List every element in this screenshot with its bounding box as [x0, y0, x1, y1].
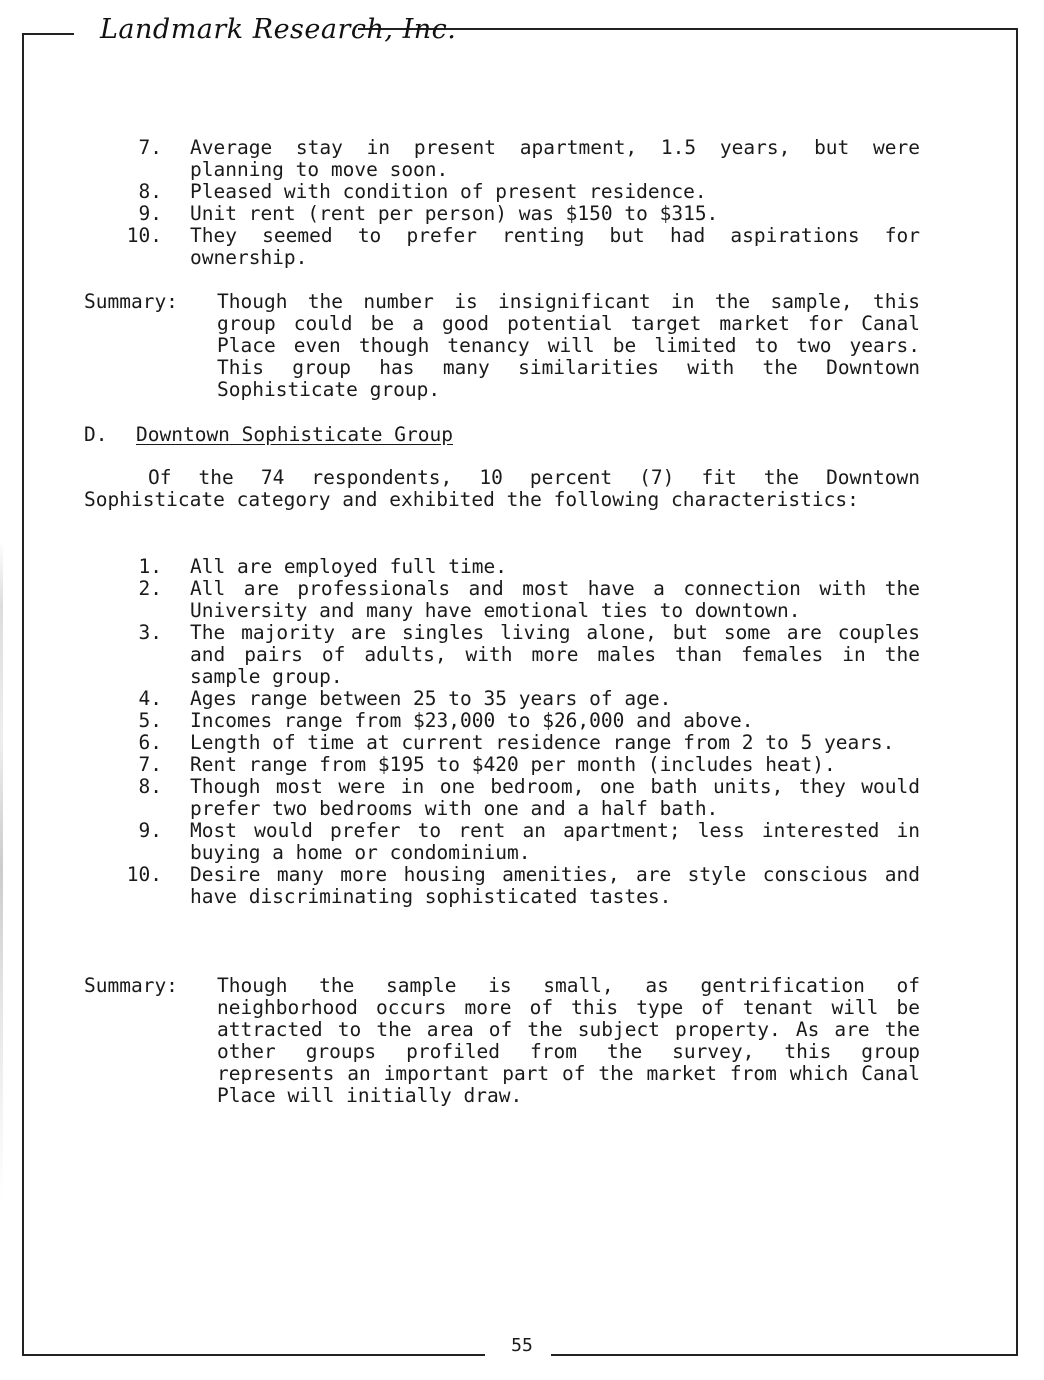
- list-item-text: Pleased with condition of present residence.: [190, 180, 707, 203]
- frame-bottom-left-line: [22, 1354, 485, 1356]
- scan-edge-artifact: [0, 540, 3, 1200]
- list-item-number: 6.: [138, 731, 162, 754]
- list-item: [120, 710, 920, 732]
- list-item-text: The majority are singles living alone, but some are couples and pairs of adults, with more males than females in the sample group.: [190, 621, 932, 688]
- list-item-text: Desire many more housing amenities, are style conscious and have discriminating sophisticated tastes.: [190, 863, 932, 908]
- list-item: [120, 732, 920, 754]
- list-item-number: 5.: [138, 709, 162, 732]
- list-item-text: Length of time at current residence range from 2 to 5 years.: [190, 731, 895, 754]
- summary-text: Though the sample is small, as gentrification of neighborhood occurs more of this type of tenant will be attracted to the area of the subject property. As are the other groups profiled from the survey, this group represents an important part of the market from which Canal Place will initially draw.: [217, 974, 920, 1107]
- list-item-number: 2.: [138, 577, 162, 600]
- group-d-characteristics-list: [120, 555, 932, 908]
- section-d-heading: [84, 424, 453, 446]
- list-item: [120, 621, 932, 688]
- list-item: [120, 577, 932, 622]
- list-item: [120, 688, 920, 710]
- list-item-number: 8.: [138, 180, 162, 203]
- list-item: [120, 819, 932, 864]
- frame-bottom-right-line: [551, 1354, 1018, 1356]
- summary-text: Though the number is insignificant in the sample, this group could be a good potential target market for Canal Place even though tenancy will be limited to two years. This group has many similarities with the Downtown Sophisticate group.: [217, 290, 920, 401]
- list-item: [120, 224, 932, 269]
- list-item-number: 8.: [138, 775, 162, 798]
- list-item-number: 10.: [126, 224, 162, 247]
- list-item-number: 9.: [138, 202, 162, 225]
- frame-top-left-line: [22, 33, 74, 35]
- list-item: [120, 775, 932, 820]
- list-item-text: Incomes range from $23,000 to $26,000 and above.: [190, 709, 754, 732]
- group-c-characteristics-list: [120, 136, 932, 269]
- list-item-number: 1.: [138, 555, 162, 578]
- list-item-text: All are employed full time.: [190, 555, 507, 578]
- list-item-number: 7.: [138, 136, 162, 159]
- page-number: 55: [511, 1335, 533, 1356]
- list-item: [120, 181, 920, 203]
- list-item-number: 9.: [138, 819, 162, 842]
- list-item-text: They seemed to prefer renting but had aspirations for ownership.: [190, 224, 932, 269]
- list-item-number: 7.: [138, 753, 162, 776]
- list-item-number: 3.: [138, 621, 162, 644]
- list-item: [120, 754, 920, 776]
- list-item: [120, 556, 920, 578]
- summary-d: [84, 975, 920, 1107]
- list-item-text: All are professionals and most have a connection with the University and many have emotional ties to downtown.: [190, 577, 932, 622]
- section-letter: D.: [84, 423, 108, 446]
- summary-label: Summary:: [84, 290, 178, 313]
- section-title: Downtown Sophisticate Group: [136, 423, 453, 446]
- list-item: [120, 203, 920, 225]
- letterhead-logo: Landmark Research, Inc.: [100, 14, 457, 45]
- list-item: [120, 863, 932, 908]
- frame-left-line: [22, 33, 24, 1355]
- summary-c: [84, 291, 920, 401]
- list-item-text: Unit rent (rent per person) was $150 to $315.: [190, 202, 719, 225]
- frame-right-line: [1016, 28, 1018, 1355]
- section-d-intro: Of the 74 respondents, 10 percent (7) fit the Downtown Sophisticate category and exhibited the following characteristics:: [84, 466, 920, 511]
- frame-top-right-line: [358, 28, 1018, 30]
- list-item-text: Most would prefer to rent an apartment; less interested in buying a home or condominium.: [190, 819, 932, 864]
- summary-label: Summary:: [84, 974, 178, 997]
- list-item-text: Rent range from $195 to $420 per month (includes heat).: [190, 753, 836, 776]
- list-item: [120, 136, 932, 181]
- list-item-number: 10.: [126, 863, 162, 886]
- list-item-number: 4.: [138, 687, 162, 710]
- list-item-text: Average stay in present apartment, 1.5 years, but were planning to move soon.: [190, 136, 932, 181]
- list-item-text: Ages range between 25 to 35 years of age.: [190, 687, 672, 710]
- list-item-text: Though most were in one bedroom, one bath units, they would prefer two bedrooms with one and a half bath.: [190, 775, 932, 820]
